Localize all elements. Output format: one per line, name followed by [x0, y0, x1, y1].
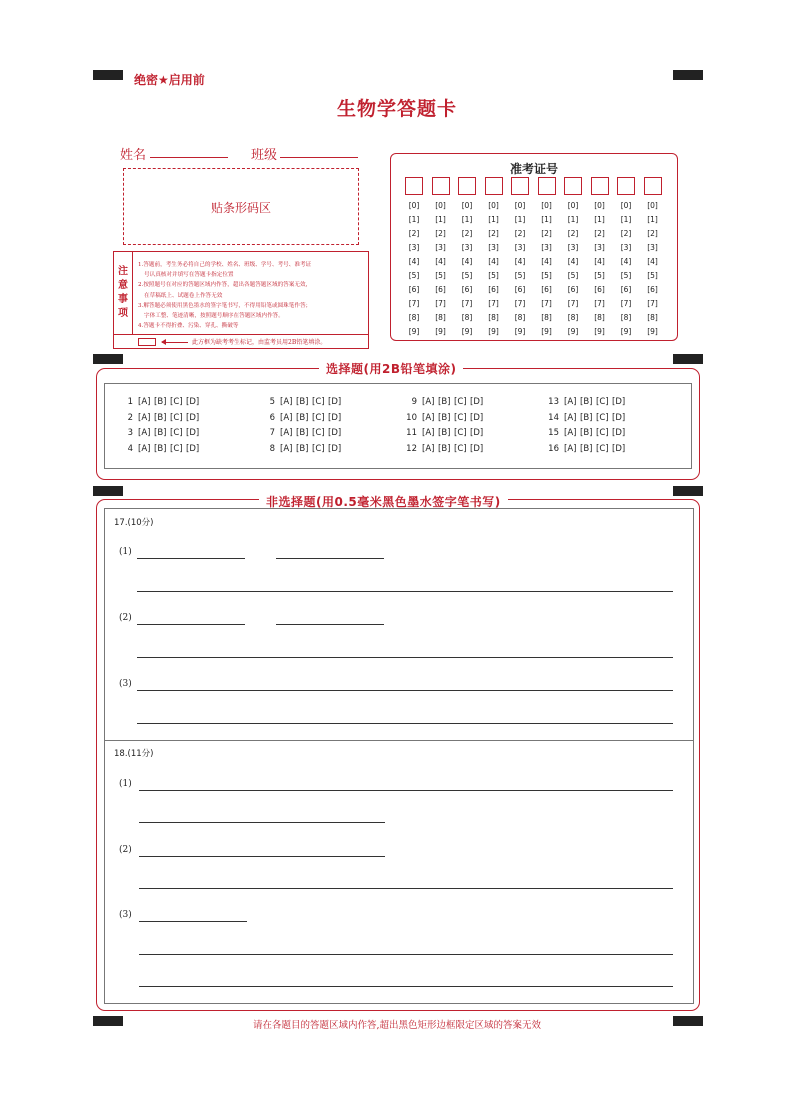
secret-label: 绝密★启用前 [134, 73, 205, 87]
choice-option[interactable]: [D] [186, 397, 200, 407]
class-field[interactable] [280, 157, 358, 158]
exam-id-digit[interactable]: [6] [514, 285, 526, 294]
choice-option[interactable]: [B] [154, 428, 167, 438]
choice-grid-box [104, 383, 692, 469]
q17-label: 17.(10分) [114, 518, 154, 528]
q18-2-blank[interactable] [139, 856, 385, 857]
q18-sub3: (3) [119, 910, 132, 920]
q18-2-line[interactable] [139, 888, 673, 889]
exam-id-digit[interactable]: [2] [647, 229, 658, 238]
exam-id-digit[interactable]: [3] [435, 243, 446, 252]
choice-option[interactable]: [A] [564, 412, 577, 423]
choice-question-row [543, 428, 626, 438]
exam-id-digit[interactable]: [3] [647, 243, 658, 252]
choice-option[interactable]: [D] [328, 412, 342, 423]
choice-question-row [117, 397, 200, 407]
exam-id-digit[interactable]: [8] [514, 313, 526, 322]
choice-option[interactable]: [A] [422, 443, 435, 454]
question-number: 16 [548, 443, 559, 454]
question-divider [104, 740, 694, 741]
q17-sub2: (2) [119, 613, 132, 623]
notice-side-label: 注 意 事 项 [114, 252, 133, 334]
choice-option[interactable]: [B] [154, 397, 167, 407]
exam-id-digit[interactable]: [1] [488, 215, 499, 224]
exam-id-digit[interactable]: [7] [541, 299, 552, 308]
choice-option[interactable]: [D] [612, 428, 626, 438]
exam-id-digit[interactable]: [6] [461, 285, 473, 294]
q17-3-line-a[interactable] [137, 690, 673, 691]
choice-option[interactable]: [A] [280, 412, 293, 423]
exam-id-digit[interactable]: [2] [435, 229, 446, 238]
choice-question-row [401, 413, 484, 423]
exam-id-digit[interactable]: [8] [488, 313, 499, 322]
choice-option[interactable]: [C] [312, 412, 325, 423]
exam-id-digit[interactable]: [7] [408, 299, 420, 308]
exam-id-digit[interactable]: [4] [541, 257, 552, 266]
question-number: 14 [548, 412, 559, 423]
exam-id-digit[interactable]: [4] [620, 257, 632, 266]
choice-option[interactable]: [A] [138, 412, 151, 423]
exam-id-digit[interactable]: [1] [567, 215, 579, 224]
exam-id-digit[interactable]: [0] [514, 201, 526, 210]
choice-question-row [543, 413, 626, 423]
exam-id-digit[interactable]: [9] [514, 327, 526, 336]
choice-option[interactable]: [A] [564, 443, 577, 454]
exam-id-digit[interactable]: [3] [408, 243, 420, 252]
choice-option[interactable]: [C] [170, 412, 183, 423]
choice-option[interactable]: [B] [580, 397, 593, 407]
exam-id-digit[interactable]: [7] [514, 299, 526, 308]
exam-id-digit[interactable]: [6] [435, 285, 446, 294]
question-number: 8 [269, 443, 275, 454]
choice-option[interactable]: [D] [328, 397, 342, 407]
choice-option[interactable]: [D] [470, 397, 484, 407]
question-number: 3 [127, 428, 133, 438]
exam-id-digit[interactable]: [4] [514, 257, 526, 266]
exam-id-digit[interactable]: [4] [567, 257, 579, 266]
choice-option[interactable]: [B] [438, 428, 451, 438]
exam-id-digit[interactable]: [7] [488, 299, 499, 308]
exam-id-digit[interactable]: [5] [647, 271, 658, 280]
exam-id-digit[interactable]: [4] [435, 257, 446, 266]
question-number: 7 [269, 428, 275, 438]
exam-id-digit[interactable]: [4] [647, 257, 658, 266]
exam-id-digit[interactable]: [5] [461, 271, 473, 280]
exam-id-box-10[interactable] [644, 177, 662, 195]
exam-id-box-9[interactable] [617, 177, 635, 195]
choice-option[interactable]: [B] [154, 412, 167, 423]
exam-id-digit[interactable]: [3] [567, 243, 579, 252]
exam-id-digit[interactable]: [6] [488, 285, 499, 294]
choice-option[interactable]: [A] [564, 428, 577, 438]
exam-id-digit[interactable]: [3] [541, 243, 552, 252]
exam-id-digit[interactable]: [7] [620, 299, 632, 308]
q18-3-blank[interactable] [139, 921, 247, 922]
choice-question-row [117, 428, 200, 438]
q18-sub2: (2) [119, 845, 132, 855]
exam-id-digit[interactable]: [1] [514, 215, 526, 224]
question-number: 6 [269, 412, 275, 423]
name-field[interactable] [150, 157, 228, 158]
exam-id-digit[interactable]: [3] [514, 243, 526, 252]
exam-id-digit[interactable]: [9] [567, 327, 579, 336]
choice-option[interactable]: [B] [296, 428, 309, 438]
exam-id-digit[interactable]: [5] [567, 271, 579, 280]
q18-1-line[interactable] [139, 790, 673, 791]
choice-question-row [117, 413, 200, 423]
question-number: 11 [406, 428, 417, 438]
choice-option[interactable]: [A] [564, 397, 577, 407]
choice-option[interactable]: [C] [596, 397, 609, 407]
choice-question-row [543, 397, 626, 407]
question-number: 10 [406, 412, 417, 423]
exam-id-digit[interactable]: [5] [408, 271, 420, 280]
barcode-label: 贴条形码区 [210, 201, 271, 215]
exam-id-digit[interactable]: [3] [461, 243, 473, 252]
choice-option[interactable]: [D] [470, 428, 484, 438]
choice-option[interactable]: [C] [454, 412, 467, 423]
exam-id-digit[interactable]: [8] [541, 313, 552, 322]
absent-mark-row [114, 334, 368, 349]
exam-id-digit[interactable]: [0] [541, 201, 552, 210]
choice-option[interactable]: [D] [186, 443, 200, 454]
question-number: 5 [269, 397, 275, 407]
q18-sub1: (1) [119, 779, 132, 789]
choice-option[interactable]: [D] [328, 443, 342, 454]
choice-option[interactable]: [A] [138, 397, 151, 407]
choice-option[interactable]: [D] [612, 397, 626, 407]
notice-text: 1.答题前，考生务必将自己的学校、姓名、班级、学号、考号、准考证 号认真核对并填写在答题卡指定位置 2.按照题号在对应的答题区域内作答，超出各题答题区域的答案无效， 在草稿纸上、试题卷上作答无效 3.解答题必须使用黑色墨水的签字笔书写，不得用铅笔或圆珠笔作答； 字体工整、笔迹清晰，按照题号顺序在答题区域内作答。 4.答题卡不得折叠、污染、穿孔、撕破等 [138, 262, 312, 330]
exam-id-digit[interactable]: [5] [541, 271, 552, 280]
position-mark [673, 70, 703, 80]
exam-id-box-3[interactable] [458, 177, 476, 195]
exam-id-digit[interactable]: [2] [461, 229, 473, 238]
exam-id-digit[interactable]: [2] [408, 229, 420, 238]
exam-id-digit[interactable]: [8] [461, 313, 473, 322]
exam-id-digit[interactable]: [0] [620, 201, 632, 210]
choice-option[interactable]: [C] [312, 397, 325, 407]
choice-option[interactable]: [B] [580, 443, 593, 454]
choice-option[interactable]: [B] [438, 443, 451, 454]
exam-id-digit[interactable]: [8] [408, 313, 420, 322]
question-number: 4 [127, 443, 133, 454]
exam-id-box-6[interactable] [538, 177, 556, 195]
absent-mark-note: 此方框为缺考考生标记，由监考员用2B铅笔填涂。 [192, 339, 327, 346]
choice-question-row [259, 413, 342, 423]
q17-sub3: (3) [119, 679, 132, 689]
exam-id-digit[interactable]: [2] [488, 229, 499, 238]
question-number: 9 [411, 397, 417, 407]
q17-2-line[interactable] [137, 657, 673, 658]
absent-mark-box[interactable] [138, 338, 156, 346]
q17-1-blank-a[interactable] [137, 558, 245, 559]
exam-id-digit[interactable]: [7] [567, 299, 579, 308]
exam-id-digit[interactable]: [9] [408, 327, 420, 336]
choice-option[interactable]: [A] [280, 397, 293, 407]
exam-id-digit[interactable]: [5] [488, 271, 499, 280]
exam-id-digit[interactable]: [0] [594, 201, 605, 210]
exam-id-digit[interactable]: [8] [567, 313, 579, 322]
q17-1-blank-b[interactable] [276, 558, 384, 559]
choice-option[interactable]: [B] [296, 412, 309, 423]
choice-option[interactable]: [A] [422, 412, 435, 423]
exam-id-title: 准考证号 [509, 162, 558, 176]
exam-id-digit[interactable]: [6] [408, 285, 420, 294]
exam-id-digit[interactable]: [4] [408, 257, 420, 266]
choice-option[interactable]: [C] [596, 412, 609, 423]
choice-option[interactable]: [C] [312, 428, 325, 438]
exam-id-digit[interactable]: [0] [408, 201, 420, 210]
exam-id-box-7[interactable] [564, 177, 582, 195]
q17-sub1: (1) [119, 547, 132, 557]
position-mark [93, 70, 123, 80]
nonchoice-section-title: 非选择题(用0.5毫米黑色墨水签字笔书写) [259, 493, 508, 510]
exam-id-box-8[interactable] [591, 177, 609, 195]
choice-option[interactable]: [B] [296, 443, 309, 454]
question-number: 13 [548, 397, 559, 407]
exam-id-digit[interactable]: [1] [620, 215, 632, 224]
choice-option[interactable]: [C] [454, 428, 467, 438]
class-label: 班级 [251, 148, 278, 163]
exam-id-digit[interactable]: [2] [514, 229, 526, 238]
exam-id-digit[interactable]: [9] [488, 327, 499, 336]
exam-id-digit[interactable]: [4] [461, 257, 473, 266]
exam-id-digit[interactable]: [6] [594, 285, 605, 294]
choice-option[interactable]: [C] [312, 443, 325, 454]
exam-id-digit[interactable]: [8] [435, 313, 446, 322]
choice-question-row [259, 444, 342, 454]
exam-id-digit[interactable]: [8] [620, 313, 632, 322]
exam-id-digit[interactable]: [6] [567, 285, 579, 294]
choice-option[interactable]: [C] [170, 397, 183, 407]
q17-2-blank-b[interactable] [276, 624, 384, 625]
exam-id-digit[interactable]: [7] [435, 299, 446, 308]
question-number: 1 [127, 397, 133, 407]
exam-id-digit[interactable]: [3] [620, 243, 632, 252]
choice-option[interactable]: [B] [296, 397, 309, 407]
choice-option[interactable]: [D] [186, 428, 200, 438]
choice-question-row [259, 428, 342, 438]
exam-id-digit[interactable]: [1] [594, 215, 605, 224]
exam-id-digit[interactable]: [8] [594, 313, 605, 322]
choice-question-row [401, 444, 484, 454]
exam-id-digit[interactable]: [9] [647, 327, 658, 336]
choice-option[interactable]: [C] [170, 428, 183, 438]
exam-id-digit[interactable]: [5] [435, 271, 446, 280]
choice-option[interactable]: [C] [454, 443, 467, 454]
choice-question-row [543, 444, 626, 454]
exam-id-digit[interactable]: [5] [594, 271, 605, 280]
question-number: 12 [406, 443, 417, 454]
q18-label: 18.(11分) [114, 749, 154, 759]
q17-1-line[interactable] [137, 591, 673, 592]
choice-option[interactable]: [C] [454, 397, 467, 407]
position-mark [673, 486, 703, 496]
choice-option[interactable]: [A] [280, 428, 293, 438]
choice-option[interactable]: [A] [138, 428, 151, 438]
exam-id-box-2[interactable] [432, 177, 450, 195]
exam-id-box-5[interactable] [511, 177, 529, 195]
choice-option[interactable]: [C] [596, 443, 609, 454]
choice-option[interactable]: [D] [612, 443, 626, 454]
choice-option[interactable]: [B] [438, 412, 451, 423]
exam-id-digit[interactable]: [3] [594, 243, 605, 252]
exam-id-digit[interactable]: [9] [461, 327, 473, 336]
exam-id-digit[interactable]: [3] [488, 243, 499, 252]
choice-option[interactable]: [B] [580, 428, 593, 438]
choice-option[interactable]: [D] [612, 412, 626, 423]
exam-id-box-1[interactable] [405, 177, 423, 195]
position-mark [673, 354, 703, 364]
notice-box [113, 251, 369, 349]
barcode-area [123, 168, 359, 245]
q17-3-line-b[interactable] [137, 723, 673, 724]
exam-id-box-4[interactable] [485, 177, 503, 195]
exam-id-digit[interactable]: [9] [541, 327, 552, 336]
exam-id-digit[interactable]: [2] [567, 229, 579, 238]
footer-note: 请在各题目的答题区域内作答,超出黑色矩形边框限定区域的答案无效 [252, 1020, 542, 1031]
exam-id-digit[interactable]: [5] [620, 271, 632, 280]
exam-id-digit[interactable]: [6] [541, 285, 552, 294]
exam-id-digit[interactable]: [1] [408, 215, 420, 224]
exam-id-digit[interactable]: [9] [435, 327, 446, 336]
q17-2-blank-a[interactable] [137, 624, 245, 625]
q18-1-blank[interactable] [139, 822, 385, 823]
question-number: 2 [127, 412, 133, 423]
exam-id-digit[interactable]: [7] [461, 299, 473, 308]
exam-id-digit[interactable]: [2] [620, 229, 632, 238]
choice-question-row [401, 397, 484, 407]
choice-option[interactable]: [D] [470, 443, 484, 454]
exam-id-digit[interactable]: [9] [594, 327, 605, 336]
exam-id-digit[interactable]: [1] [541, 215, 552, 224]
exam-id-digit[interactable]: [0] [647, 201, 658, 210]
choice-option[interactable]: [A] [422, 428, 435, 438]
arrow-left-icon [162, 342, 188, 343]
exam-id-digit[interactable]: [2] [541, 229, 552, 238]
exam-id-digit[interactable]: [6] [620, 285, 632, 294]
exam-id-digit[interactable]: [1] [435, 215, 446, 224]
position-mark [93, 354, 123, 364]
question-number: 15 [548, 428, 559, 438]
exam-id-digit[interactable]: [1] [647, 215, 658, 224]
exam-id-digit[interactable]: [0] [435, 201, 446, 210]
choice-question-row [401, 428, 484, 438]
exam-id-digit[interactable]: [7] [594, 299, 605, 308]
exam-id-digit[interactable]: [4] [594, 257, 605, 266]
exam-id-digit[interactable]: [7] [647, 299, 658, 308]
exam-id-digit[interactable]: [8] [647, 313, 658, 322]
exam-id-digit[interactable]: [1] [461, 215, 473, 224]
choice-question-row [259, 397, 342, 407]
exam-id-digit[interactable]: [2] [594, 229, 605, 238]
choice-section-title: 选择题(用2B铅笔填涂) [319, 360, 463, 377]
q18-3-line-a[interactable] [139, 954, 673, 955]
choice-option[interactable]: [B] [580, 412, 593, 423]
choice-option[interactable]: [A] [422, 397, 435, 407]
choice-option[interactable]: [B] [154, 443, 167, 454]
choice-option[interactable]: [A] [138, 443, 151, 454]
name-label: 姓名 [120, 148, 147, 163]
choice-option[interactable]: [C] [170, 443, 183, 454]
exam-id-digit[interactable]: [6] [647, 285, 658, 294]
choice-question-row [117, 444, 200, 454]
page-title: 生物学答题卡 [336, 98, 457, 120]
exam-id-digit[interactable]: [4] [488, 257, 499, 266]
choice-option[interactable]: [D] [186, 412, 200, 423]
exam-id-digit[interactable]: [0] [567, 201, 579, 210]
q18-3-line-b[interactable] [139, 986, 673, 987]
exam-id-digit[interactable]: [0] [488, 201, 499, 210]
answer-area-box [104, 508, 694, 1004]
choice-option[interactable]: [B] [438, 397, 451, 407]
exam-id-digit[interactable]: [5] [514, 271, 526, 280]
choice-option[interactable]: [A] [280, 443, 293, 454]
position-mark [93, 486, 123, 496]
choice-option[interactable]: [D] [328, 428, 342, 438]
exam-id-digit[interactable]: [0] [461, 201, 473, 210]
exam-id-box [390, 153, 678, 341]
choice-option[interactable]: [C] [596, 428, 609, 438]
exam-id-digit[interactable]: [9] [620, 327, 632, 336]
choice-option[interactable]: [D] [470, 412, 484, 423]
